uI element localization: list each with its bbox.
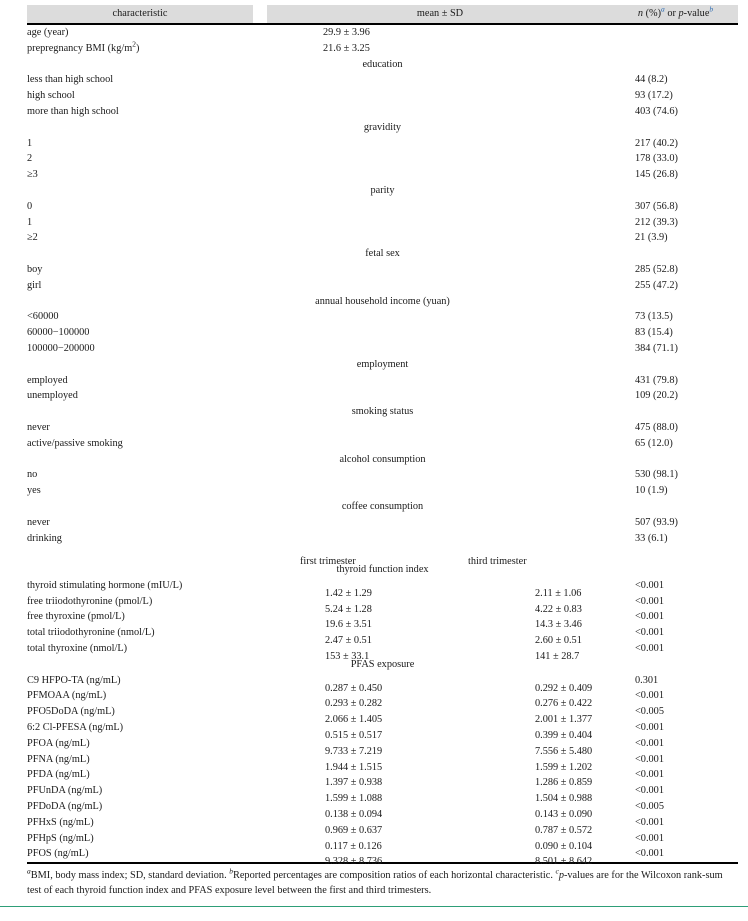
page-bottom-rule (0, 906, 748, 907)
empty-cell (267, 467, 613, 483)
row-label: yes (27, 485, 41, 497)
row-label: total triiodothyronine (nmol/L) (27, 627, 155, 639)
gap-cell (253, 609, 267, 625)
third-trimester-value: 8.501 ± 8.642 (535, 856, 593, 868)
gap-cell (253, 104, 267, 120)
row-label: <60000 (27, 311, 59, 323)
third-trimester-value: 2.11 ± 1.06 (535, 587, 582, 599)
table-row (27, 41, 738, 57)
empty-cell (267, 531, 613, 547)
third-trimester-value: 7.556 ± 5.480 (535, 745, 593, 757)
footnote-ref-a[interactable]: a (661, 4, 665, 14)
row-p-value: 0.301 (635, 674, 659, 686)
row-n-pct: 33 (6.1) (635, 532, 668, 544)
empty-cell (267, 325, 613, 341)
table-row (27, 325, 738, 341)
row-label: unemployed (27, 390, 78, 402)
row-label: less than high school (27, 74, 114, 86)
section-header-row (27, 562, 738, 578)
row-label: never (27, 421, 50, 433)
trimester-values (267, 594, 613, 615)
trimester-values (267, 609, 613, 631)
row-p-value: <0.001 (635, 832, 664, 844)
third-trimester-value: 4.22 ± 0.83 (535, 603, 582, 615)
row-label: never (27, 516, 50, 528)
footnote-c-marker: c (555, 866, 559, 876)
row-label: active/passive smoking (27, 437, 123, 449)
third-trimester-value: 0.399 ± 0.404 (535, 729, 593, 741)
row-label: thyroid stimulating hormone (mIU/L) (27, 579, 183, 591)
third-trimester-value: 1.286 ± 0.859 (535, 777, 593, 789)
section-title: parity (370, 184, 395, 196)
gap-cell (253, 88, 267, 104)
header-pct-label: (%) (643, 8, 662, 19)
empty-cell (267, 136, 613, 152)
gap-cell (253, 325, 267, 341)
footnote-c-text: -values are for the Wilcoxon rank-sum test of each thyroid function index and PFAS exposure level between the first and third trimesters. (27, 870, 723, 897)
table-row (27, 215, 738, 231)
row-p-value: <0.001 (635, 737, 664, 749)
row-label: total thyroxine (nmol/L) (27, 643, 128, 655)
row-label: 2 (27, 153, 33, 165)
row-p-value: <0.001 (613, 846, 738, 863)
row-n-pct: 212 (39.3) (635, 216, 678, 228)
trimester-values (267, 815, 613, 836)
trimester-values (267, 767, 613, 789)
table-row (27, 278, 738, 294)
table-row (27, 104, 738, 120)
third-trimester-value: 14.3 ± 3.46 (535, 619, 582, 631)
footnote-b-text: Reported percentages are composition ratios of each horizontal characteristic. (232, 870, 556, 882)
row-label: PFOS (ng/mL) (27, 846, 253, 863)
row-n-pct: 109 (20.2) (635, 390, 678, 402)
first-trimester-value: 5.24 ± 1.28 (325, 603, 372, 615)
section-header-row (27, 120, 738, 136)
gap-cell (253, 167, 267, 183)
gap-cell (253, 641, 267, 657)
table-row (27, 752, 738, 768)
table-row (27, 167, 738, 183)
first-trimester-value: 1.599 ± 1.088 (325, 793, 383, 805)
empty-cell (267, 104, 613, 120)
empty-cell (267, 262, 613, 278)
gap-cell (253, 436, 267, 452)
trimester-values (267, 688, 613, 710)
row-label: PFDA (ng/mL) (27, 769, 90, 781)
first-trimester-value: 1.42 ± 1.29 (325, 587, 372, 599)
empty-cell (267, 436, 613, 452)
third-trimester-value: 0.292 ± 0.409 (535, 682, 593, 694)
row-label: 1 (27, 137, 33, 149)
section-title: gravidity (363, 121, 402, 133)
empty-cell (267, 151, 613, 167)
section-title: alcohol consumption (339, 453, 426, 465)
gap-cell (253, 673, 267, 689)
row-n-pct: 530 (98.1) (635, 469, 678, 481)
gap-cell (253, 578, 267, 594)
first-trimester-value: 0.293 ± 0.282 (325, 698, 383, 710)
trimester-values (267, 752, 613, 773)
footnote-c-p: p (558, 870, 564, 882)
row-p-value: <0.001 (635, 595, 664, 607)
row-label: prepregnancy BMI $(kg/m^2)$ (27, 39, 140, 54)
row-label: more than high school (27, 105, 119, 117)
section-header-row (27, 452, 738, 468)
row-n-pct: 431 (79.8) (635, 374, 678, 386)
table-row (27, 531, 738, 547)
first-trimester-value: 2.066 ± 1.405 (325, 714, 383, 726)
row-mean: 29.9 ± 3.96 (323, 27, 370, 38)
table-row (27, 720, 738, 736)
table-row (27, 767, 738, 783)
table-row (27, 262, 738, 278)
table-row (27, 151, 738, 167)
empty-cell (267, 199, 613, 215)
first-trimester-value: 0.287 ± 0.450 (325, 682, 383, 694)
gap-cell (253, 483, 267, 499)
table-row (27, 594, 738, 610)
third-trimester-value: 2.001 ± 1.377 (535, 714, 593, 726)
header-gap (253, 5, 267, 24)
trimester-values (267, 783, 613, 805)
table-row (27, 199, 738, 215)
section-title: fetal sex (365, 248, 400, 260)
row-label: ≥3 (27, 169, 38, 181)
row-n-pct: 83 (15.4) (635, 327, 673, 339)
gap-cell (253, 799, 267, 815)
row-p-value: <0.001 (635, 722, 664, 734)
row-label: 100000−200000 (27, 342, 95, 354)
empty-cell (267, 388, 613, 404)
first-trimester-value: 1.397 ± 0.938 (325, 777, 383, 789)
row-label: PFDoDA (ng/mL) (27, 801, 103, 813)
gap-cell (253, 625, 267, 641)
row-label: 6:2 Cl-PFESA (ng/mL) (27, 722, 124, 734)
gap-cell (253, 215, 267, 231)
footnote-ref-b[interactable]: b (709, 4, 714, 14)
row-label: C9 HFPO-TA (ng/mL) (27, 674, 121, 686)
table-row (27, 341, 738, 357)
row-n-pct: 44 (8.2) (635, 74, 668, 86)
gap-cell (253, 388, 267, 404)
table-row (27, 72, 738, 88)
row-label: free thyroxine (pmol/L) (27, 611, 125, 623)
row-label: PFHxS (ng/mL) (27, 816, 94, 828)
table-row (27, 388, 738, 404)
first-trimester-value: 0.138 ± 0.094 (325, 808, 383, 820)
section-header-row (27, 246, 738, 262)
empty-cell (27, 546, 253, 562)
empty-cell (267, 72, 613, 88)
header-mean-sd: mean ± SD (267, 5, 613, 24)
footnote-a-marker: a (27, 866, 31, 876)
empty-cell (267, 483, 613, 499)
empty-cell (613, 546, 738, 562)
table-row (27, 688, 738, 704)
trimester-values (267, 831, 613, 852)
section-title: smoking status (351, 406, 414, 418)
row-n-pct: 255 (47.2) (635, 279, 678, 291)
row-label: drinking (27, 532, 62, 544)
gap-cell (253, 373, 267, 389)
footnote-b-marker: b (229, 866, 233, 876)
section-title: annual household income (yuan) (315, 295, 450, 307)
row-label: girl (27, 279, 42, 291)
trimester-values (267, 673, 613, 694)
table-header-row (27, 5, 738, 24)
row-n-pct: 507 (93.9) (635, 516, 678, 528)
header-value-label: -value (683, 8, 710, 19)
header-or-label: or (664, 8, 679, 19)
gap-cell (253, 230, 267, 246)
row-label: 1 (27, 216, 33, 228)
table-row (27, 625, 738, 641)
table-row (27, 736, 738, 752)
row-p-value: <0.001 (635, 611, 664, 623)
row-p-value: <0.001 (635, 579, 664, 591)
gap-cell (253, 309, 267, 325)
first-trimester-value: 2.47 ± 0.51 (325, 635, 372, 647)
third-trimester-value: 0.276 ± 0.422 (535, 698, 593, 710)
trimester-header-row (27, 546, 738, 562)
empty-cell (267, 215, 613, 231)
table-row (27, 831, 738, 847)
gap-cell (253, 704, 267, 720)
third-trimester-value: 0.143 ± 0.090 (535, 808, 593, 820)
row-p-value: <0.001 (635, 627, 664, 639)
row-p-value: <0.001 (635, 643, 664, 655)
empty-cell (267, 420, 613, 436)
third-trimester-value: 1.504 ± 0.988 (535, 793, 593, 805)
first-trimester-value: 9.733 ± 7.219 (325, 745, 383, 757)
row-p-value: <0.001 (635, 690, 664, 702)
gap-cell (253, 736, 267, 752)
row-n-pct: 93 (17.2) (635, 90, 673, 102)
empty-cell (267, 88, 613, 104)
table-row (27, 815, 738, 831)
trimester-values (267, 578, 613, 599)
section-title: thyroid function index (336, 564, 429, 576)
section-header-row (27, 499, 738, 515)
gap-cell (253, 546, 267, 562)
empty-cell (267, 515, 613, 531)
section-title: education (362, 58, 403, 70)
header-characteristic: characteristic (27, 5, 253, 24)
gap-cell (253, 515, 267, 531)
empty-cell (267, 309, 613, 325)
gap-cell (253, 531, 267, 547)
row-label: 0 (27, 200, 33, 212)
row-label: PFMOAA (ng/mL) (27, 690, 107, 702)
trimester-values (267, 736, 613, 757)
table-row (27, 309, 738, 325)
third-trimester-label: third trimester (468, 556, 527, 568)
table-row (27, 436, 738, 452)
section-header-row (27, 404, 738, 420)
gap-cell (253, 831, 267, 847)
row-label: boy (27, 263, 43, 275)
row-n-pct: 307 (56.8) (635, 200, 678, 212)
table-row (27, 230, 738, 246)
table-row (27, 483, 738, 499)
row-p-value: <0.001 (635, 769, 664, 781)
row-label: PFO5DoDA (ng/mL) (27, 706, 115, 718)
section-header-row (27, 294, 738, 310)
row-label: no (27, 469, 38, 481)
third-trimester-value: 141 ± 28.7 (535, 650, 580, 662)
third-trimester-value: 1.599 ± 1.202 (535, 761, 593, 773)
row-n-pct: 475 (88.0) (635, 421, 678, 433)
gap-cell (253, 420, 267, 436)
row-mean: 21.6 ± 3.25 (323, 42, 370, 54)
section-title: employment (356, 358, 409, 370)
table-row (27, 373, 738, 389)
section-header-row (27, 357, 738, 373)
third-trimester-value: 0.787 ± 0.572 (535, 824, 593, 836)
row-n-pct: 403 (74.6) (635, 105, 678, 117)
table-row (27, 515, 738, 531)
header-n-pct-or-p (613, 5, 738, 24)
footnote-a-text: BMI, body mass index; SD, standard deviation. (30, 870, 230, 882)
row-p-value: <0.005 (635, 801, 664, 813)
row-label: PFNA (ng/mL) (27, 753, 90, 765)
row-label: PFHpS (ng/mL) (27, 832, 94, 844)
row-n-pct: 178 (33.0) (635, 153, 678, 165)
gap-cell (253, 846, 267, 863)
gap-cell (253, 278, 267, 294)
row-label: free triiodothyronine (pmol/L) (27, 595, 153, 607)
gap-cell (253, 341, 267, 357)
section-header-row (27, 183, 738, 199)
gap-cell (253, 767, 267, 783)
gap-cell (253, 136, 267, 152)
table-row (27, 467, 738, 483)
row-label: PFUnDA (ng/mL) (27, 785, 103, 797)
table-row (27, 420, 738, 436)
row-label: high school (27, 90, 75, 102)
gap-cell (253, 815, 267, 831)
row-label: 60000−100000 (27, 327, 90, 339)
first-trimester-value: 1.944 ± 1.515 (325, 761, 383, 773)
table-row (27, 641, 738, 657)
table-row (27, 609, 738, 625)
header-p-label: p (678, 8, 684, 19)
row-n-pct: 145 (26.8) (635, 169, 678, 181)
trimester-values (267, 799, 613, 820)
gap-cell (253, 151, 267, 167)
first-trimester-value: 9.328 ± 8.736 (325, 856, 383, 868)
first-trimester-value: 0.117 ± 0.126 (325, 840, 382, 852)
row-n-pct: 217 (40.2) (635, 137, 678, 149)
gap-cell (253, 783, 267, 799)
row-n-pct: 73 (13.5) (635, 311, 673, 323)
table-row (27, 673, 738, 689)
row-p-value: <0.001 (635, 785, 664, 797)
trimester-values (267, 625, 613, 647)
section-header-row (27, 57, 738, 73)
trimester-values (267, 846, 613, 868)
row-p-value: <0.001 (635, 816, 664, 828)
gap-cell (253, 262, 267, 278)
table-row (27, 783, 738, 799)
table-row (27, 846, 738, 863)
row-n-pct: 384 (71.1) (635, 342, 678, 354)
row-label: age (year) (27, 27, 69, 38)
table-row (27, 578, 738, 594)
trimester-values (267, 641, 613, 662)
table-footnote (27, 868, 738, 898)
empty-cell (267, 278, 613, 294)
table-body (27, 24, 738, 868)
header-n-label: n (637, 8, 643, 19)
gap-cell (253, 594, 267, 610)
gap-cell (253, 688, 267, 704)
gap-cell (253, 467, 267, 483)
row-label: PFOA (ng/mL) (27, 737, 90, 749)
row-n-pct: 21 (3.9) (635, 232, 668, 244)
empty-cell (267, 230, 613, 246)
empty-cell (267, 373, 613, 389)
table-row (27, 88, 738, 104)
row-n-pct: 65 (12.0) (635, 437, 673, 449)
table-row (27, 799, 738, 815)
row-label: ≥2 (27, 232, 38, 244)
section-title: PFAS exposure (350, 658, 415, 670)
empty-cell (267, 167, 613, 183)
trimester-values (267, 704, 613, 726)
gap-cell (253, 199, 267, 215)
row-p-value: <0.001 (635, 753, 664, 765)
trimester-labels (267, 546, 613, 568)
third-trimester-value: 2.60 ± 0.51 (535, 635, 582, 647)
gap-cell (253, 752, 267, 768)
first-trimester-value: 153 ± 33.1 (325, 650, 370, 662)
table-row (27, 136, 738, 152)
gap-cell (253, 720, 267, 736)
first-trimester-label: first trimester (300, 556, 356, 568)
empty-cell (267, 341, 613, 357)
row-label: employed (27, 374, 68, 386)
section-header-row (27, 657, 738, 673)
row-n-pct: 285 (52.8) (635, 263, 678, 275)
trimester-values (267, 720, 613, 741)
table-page (27, 5, 738, 898)
row-n-pct: 10 (1.9) (635, 485, 668, 497)
gap-cell (253, 72, 267, 88)
table-row (27, 24, 738, 41)
section-title: coffee consumption (341, 500, 424, 512)
first-trimester-value: 19.6 ± 3.51 (325, 619, 372, 631)
characteristics-table (27, 4, 738, 868)
row-p-value: <0.005 (635, 706, 664, 718)
first-trimester-value: 0.969 ± 0.637 (325, 824, 383, 836)
third-trimester-value: 0.090 ± 0.104 (535, 840, 593, 852)
table-row (27, 704, 738, 720)
first-trimester-value: 0.515 ± 0.517 (325, 729, 383, 741)
